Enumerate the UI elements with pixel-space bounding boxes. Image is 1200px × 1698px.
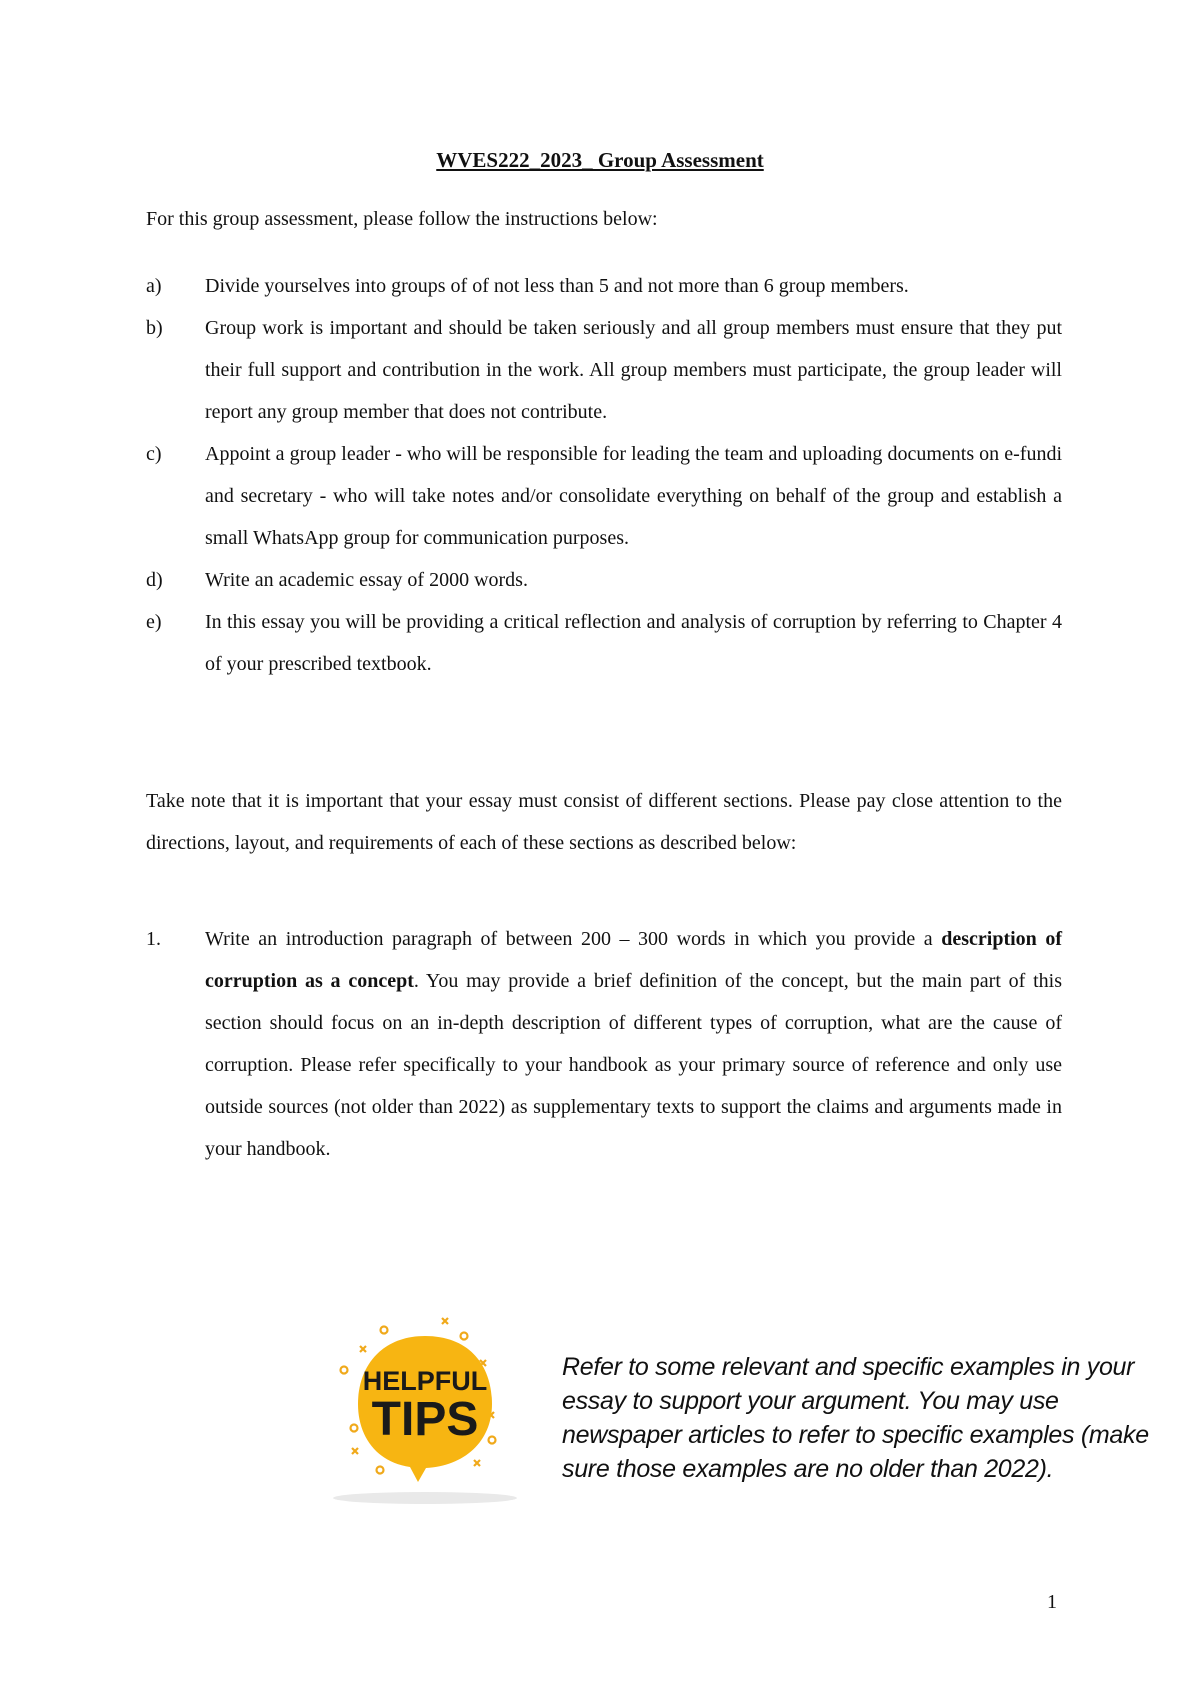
- section-number: 1.: [146, 928, 161, 950]
- document-title: WVES222_2023_ Group Assessment: [436, 148, 764, 172]
- intro-text: For this group assessment, please follow the instructions below:: [146, 208, 658, 230]
- list-item: [146, 433, 1062, 559]
- list-item: [146, 559, 1062, 601]
- list-item: [146, 601, 1062, 685]
- page-number: 1: [1047, 1591, 1057, 1613]
- badge-line2: TIPS: [371, 1393, 479, 1446]
- section-text-start: Write an introduction paragraph of between 200 – 300 words in which you provide a: [205, 928, 942, 950]
- list-marker: b): [146, 317, 163, 339]
- section-list: [146, 918, 1062, 1170]
- section-text-end: . You may provide a brief definition of the concept, but the main part of this section should focus on an in-depth description of different types of corruption, what are the cause of corruption. Please refer specifically to your handbook as your primary source of reference and only use outside sources (not older than 2022) as supplementary texts to support the claims and arguments made in your handbook.: [205, 970, 1062, 1160]
- section-item: [146, 918, 1062, 1170]
- list-item-text: Appoint a group leader - who will be responsible for leading the team and uploading documents on e-fundi and secretary - who will take notes and/or consolidate everything on behalf of the group and establish a small WhatsApp group for communication purposes.: [205, 443, 1062, 549]
- list-marker: c): [146, 443, 162, 465]
- list-marker: e): [146, 611, 162, 633]
- helpful-tips-box: [300, 1310, 1180, 1510]
- helpful-tips-badge-icon: [330, 1310, 520, 1510]
- list-item-text: Group work is important and should be taken seriously and all group members must ensure that they put their full support and contribution in the work. All group members must participate, the group leader will report any group member that does not contribute.: [205, 317, 1062, 423]
- instruction-list: [146, 265, 1062, 685]
- list-item: [146, 265, 1062, 307]
- section-text-bold: description of corruption as a concept: [205, 928, 1063, 992]
- list-item: [146, 307, 1062, 433]
- list-marker: d): [146, 569, 163, 591]
- note-paragraph: Take note that it is important that your essay must consist of different sections. Please pay close attention to the directions, layout, and requirements of each of these sections as described below:: [146, 790, 1062, 854]
- list-item-text: Divide yourselves into groups of of not less than 5 and not more than 6 group members.: [205, 275, 909, 297]
- list-marker: a): [146, 275, 162, 297]
- tips-text: Refer to some relevant and specific examples in your essay to support your argument. You may use newspaper articles to refer to specific examples (make sure those examples are no older than 2022).: [562, 1353, 1149, 1483]
- list-item-text: Write an academic essay of 2000 words.: [205, 569, 528, 591]
- section-text: [205, 918, 1062, 1170]
- list-item-text: In this essay you will be providing a critical reflection and analysis of corruption by referring to Chapter 4 of your prescribed textbook.: [205, 611, 1062, 675]
- badge-line1: HELPFUL: [362, 1366, 488, 1396]
